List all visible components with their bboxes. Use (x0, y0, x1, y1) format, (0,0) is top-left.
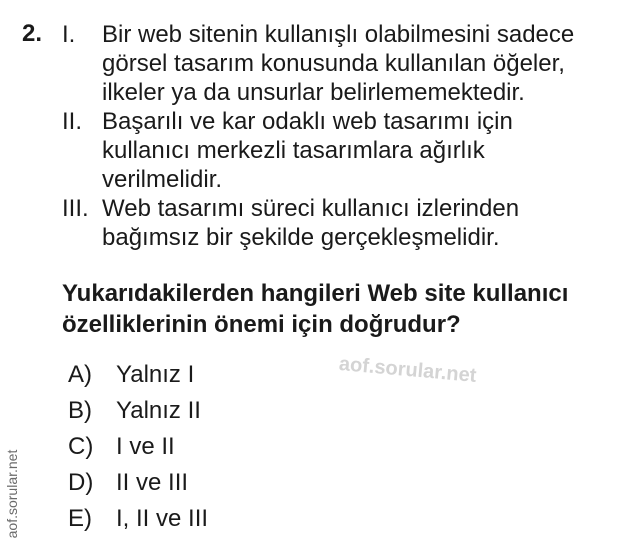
statement-numeral: I. (62, 21, 76, 48)
question-number: 2. (22, 20, 43, 47)
option-text: I, II ve III (116, 505, 209, 532)
option-letter: A) (68, 361, 92, 388)
statement-numeral: III. (62, 195, 89, 222)
statement-3 (62, 194, 622, 252)
statement-text: Web tasarımı süreci kullanıcı izlerinden bağımsız bir şekilde gerçekleşmelidir. (102, 195, 520, 251)
side-watermark: aof.sorular.net (4, 449, 20, 539)
option-text: II ve III (116, 469, 189, 496)
watermark: aof.sorular.net (338, 353, 478, 387)
option-letter: C) (68, 433, 94, 460)
option-letter: D) (68, 469, 94, 496)
statement-text: Başarılı ve kar odaklı web tasarımı için kullanıcı merkezli tasarımlara ağırlık verilmelidir. (102, 108, 513, 193)
option-letter: B) (68, 397, 92, 424)
statement-text: Bir web sitenin kullanışlı olabilmesini sadece görsel tasarım konusunda kullanılan öğeler, ilkeler ya da unsurlar belirlememektedir. (102, 21, 575, 106)
option-letter: E) (68, 505, 92, 532)
option-text: Yalnız I (116, 361, 195, 388)
statement-1 (62, 20, 622, 107)
option-b[interactable] (68, 397, 201, 427)
question-stem: Yukarıdakilerden hangileri Web site kullanıcı özelliklerinin önemi için doğrudur? (62, 280, 569, 338)
option-a[interactable] (68, 361, 194, 391)
option-text: Yalnız II (116, 397, 201, 424)
statement-2 (62, 107, 622, 194)
option-d[interactable] (68, 469, 188, 499)
option-e[interactable] (68, 505, 208, 535)
option-text: I ve II (116, 433, 175, 460)
option-c[interactable] (68, 433, 175, 463)
statement-numeral: II. (62, 108, 83, 135)
